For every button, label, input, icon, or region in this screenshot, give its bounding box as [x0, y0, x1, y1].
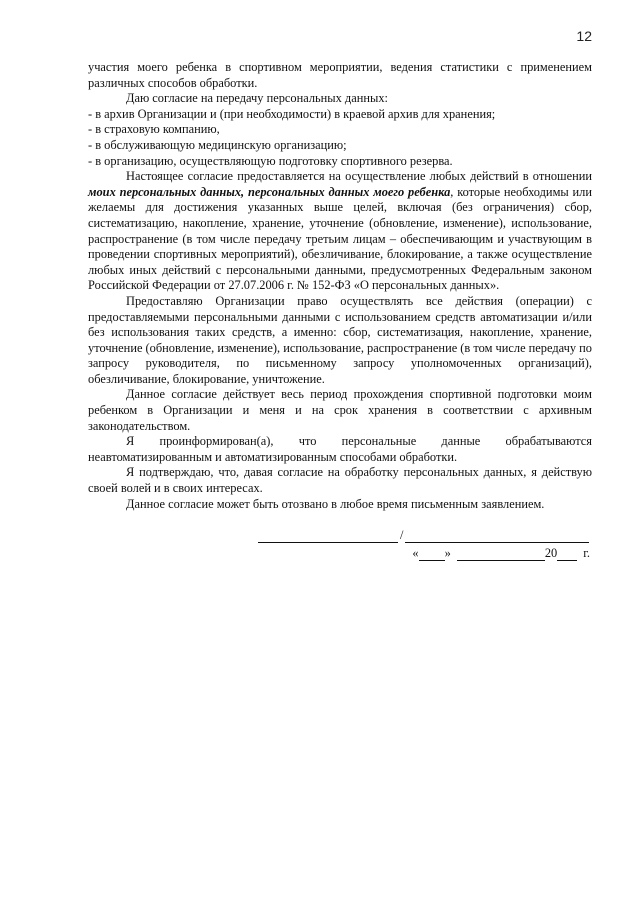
list-item: - в организацию, осуществляющую подготовку спортивного резерва.: [88, 153, 453, 168]
paragraph-revocation: Данное согласие может быть отозвано в любое время письменным заявлением.: [126, 496, 545, 511]
name-line[interactable]: [405, 530, 589, 543]
year-line[interactable]: [557, 548, 577, 561]
list-item: - в обслуживающую медицинскую организацию;: [88, 137, 347, 152]
day-line[interactable]: [419, 548, 445, 561]
paragraph-purpose-continuation: участия моего ребенка в спортивном мероприятии, ведения статистики с применением различных способов обработки.: [88, 60, 592, 90]
paragraph-processing-methods: Я проинформирован(а), что персональные данные обрабатываются неавтоматизированным и автоматизированным способами обработки.: [88, 434, 592, 464]
list-item: - в страховую компанию,: [88, 122, 220, 137]
paragraph-validity-period: Данное согласие действует весь период прохождения спортивной подготовки моим ребенком в Организации и меня и на срок хранения в соответствии с архивным законодательством.: [88, 387, 592, 433]
signature-row: [258, 527, 594, 543]
signature-block: [258, 527, 594, 561]
date-close-quote: »: [444, 546, 451, 560]
year-suffix: г.: [583, 546, 590, 560]
paragraph-operations-rights: Предоставляю Организации право осуществлять все действия (операции) с предоставляемыми персональными данными с использованием средств автоматизации и/или без использования таких средств, а именно: сбор, систематизация, накопление, хранение, уточнение (обновление, изменение), использование, распространение (в том числе передачу по запросу руководителя, по письменному запросу уполномоченных организаций), обезличивание, блокирование, уничтожение.: [88, 293, 592, 386]
signature-separator: /: [400, 528, 404, 542]
paragraph-free-will: Я подтверждаю, что, давая согласие на обработку персональных данных, я действую своей волей и в своих интересах.: [88, 465, 592, 496]
scope-emphasis: моих персональных данных, персональных данных моего ребенка: [88, 184, 451, 199]
page-number: 12: [576, 28, 592, 44]
year-prefix: 20: [544, 546, 558, 560]
paragraph-scope-of-consent: [88, 169, 592, 294]
scope-text-start: Настоящее согласие предоставляется на осуществление любых действий в отношении: [126, 169, 592, 184]
paragraph-transfer-consent: Даю согласие на передачу персональных данных:: [126, 91, 388, 106]
scope-text-end: , которые необходимы или желаемы для достижения указанных выше целей, включая (без ограничения) сбор, систематизацию, накопление, хранение, уточнение (обновление, изменение), использование, распространение (в том числе передачу третьим лицам – обеспечивающим и участвующим в проведении спортивных мероприятий), обезличивание, блокирование, а также осуществление любых иных действий с персональными данными, предусмотренных Федеральным законом Российской Федерации от 27.07.2006 г. № 152-ФЗ «О персональных данных».: [88, 184, 592, 293]
month-line[interactable]: [457, 548, 545, 561]
document-body: [88, 60, 592, 512]
date-open-quote: «: [412, 546, 419, 560]
date-row: [258, 545, 594, 561]
list-item: - в архив Организации и (при необходимости) в краевой архив для хранения;: [88, 106, 496, 121]
signature-line[interactable]: [258, 530, 398, 543]
